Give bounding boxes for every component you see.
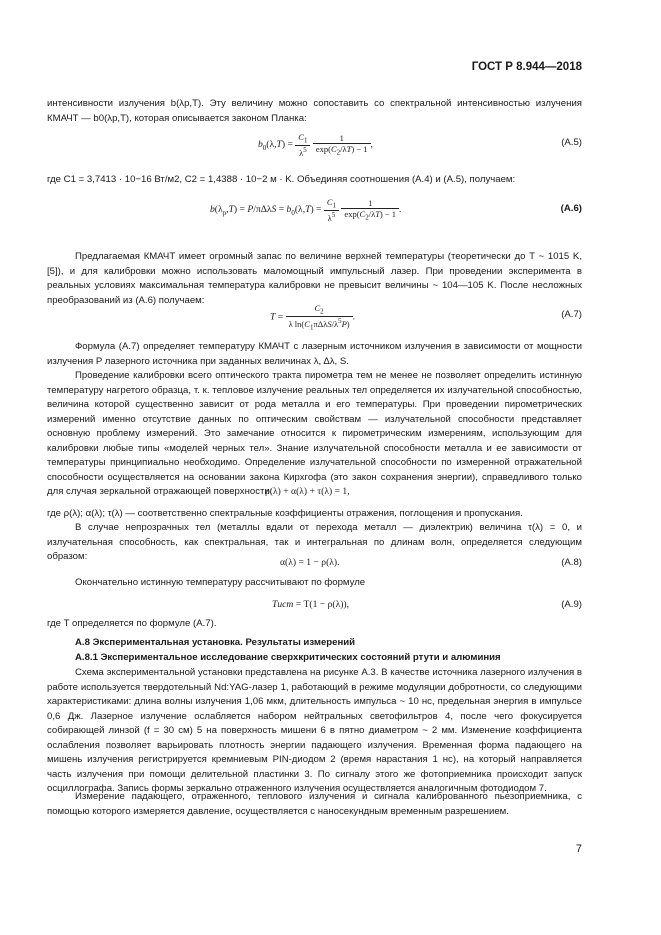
equation-a7: T = $\frac{C_2}{\lambda \ln(C_1\pi\Delta\lambda S/\lambda^5P)}$ . <box>270 303 356 332</box>
equation-a9-lhs: Tист <box>272 599 294 610</box>
document-id: ГОСТ Р 8.944—2018 <box>471 61 582 73</box>
paragraph-7: В случае непрозрачных тел (металлы вдали от перехода металл — диэлектрик) величина τ(λ) = 0, и излучательная способность, как спектральная, так и интегральная по длинам волн, определяется следующим образом: <box>47 522 582 562</box>
paragraph-11: Измерение падающего, отраженного, теплового излучения и сигнала калиброванного пьезоприемника, с помощью которого измеряется давление, осуществляется с наносекундным временным разрешением. <box>47 791 582 817</box>
paragraph-5: Проведение калибровки всего оптического тракта пирометра тем не менее не позволяет определить истинную температуру нагретого образца, т. к. тепловое излучение реальных тел определяется их излучательной способностью, величина которой существенно зависит от рода металла и его температуры. При проведении пирометрических измерений именно отсутствие данных по оптическим свойствам — излучательной способности представляет основную проблему измерений. Это замечание относится к пирометрическим измерениям, использующим для калибровки любые типы «моделей черных тел». Знание излучательной способности металла и ее зависимости от температуры принципиально необходимо. Определение излучательной способности по измеренной отражательной способности осуществляется на основании закона Кирхгофа (это закон сохранения энергии), справедливого только для случая зеркальной отражающей поверхности: <box>47 370 582 497</box>
paragraph-10: Схема экспериментальной установки представлена на рисунке A.3. В качестве источника лазерного излучения в работе используется твердотельный Nd:YAG-лазер 1, работающий в режиме модуляции добротности, со следующими характеристиками: длина волны излучения 1,06 мкм, длительность импульса ~ 10 нс, предельная энергия в импульсе 0,6 Дж. Лазерное излучение ослабляется набором нейтральных светофильтров 4, после чего фокусируется собирающей линзой (f = 30 см) 5 на поверхность мишени 6 в пятно диаметром ~ 2 мм. Изменение коэффициента ослабления позволяет варьировать плотность энергии падающего излучения. Временная форма падающего на мишень излучения регистрируется кремниевым PIN-диодом 2 (время нарастания 1 нс), на который направляется часть излучения при помощи делительной пластинки 3. По сигналу этого же фотоприемника происходит запуск осциллографа. Запись формы зеркально отраженного излучения осуществляется аналогичным фотодиодом 7. <box>47 667 582 794</box>
paragraph-9: где T определяется по формуле (A.7). <box>47 618 217 629</box>
paragraph-6: где ρ(λ); α(λ); τ(λ) — соответственно спектральные коэффициенты отражения, поглощения и пропускания. <box>47 508 523 519</box>
paragraph-4: Формула (A.7) определяет температуру КМАЧТ с лазерным источником излучения в зависимости от мощности излучения P лазерного источника при заданных величинах λ, Δλ, S. <box>47 341 582 367</box>
equation-a5-number: (A.5) <box>561 137 582 148</box>
equation-a8-number: (A.8) <box>561 557 582 568</box>
paragraph-2: где C1 = 3,7413 · 10−16 Вт/м2, C2 = 1,4388 · 10−2 м · K. Объединяя соотношения (A.4) и (A.5), получаем: <box>47 174 516 185</box>
equation-a6-number: (A.6) <box>560 203 582 214</box>
equation-a9-rhs: = T(1 − ρ(λ)), <box>295 599 350 610</box>
equation-a6: $b(\lambda_p,T) = P/\pi\Delta\lambda S = b_0(\lambda,T)$ = $\frac{C_1}{\lambda^5}$ $\frac{1}{\exp(C_2/\lambda T) - 1}$ . <box>210 197 402 223</box>
paragraph-1: интенсивности излучения b(λp,T). Эту величину можно сопоставить со спектральной интенсивностью излучения КМАЧТ — b0(λp,T), которая описывается законом Планка: <box>47 98 582 124</box>
page-number: 7 <box>575 843 582 855</box>
equation-a9 <box>272 599 349 610</box>
equation-a8: α(λ) = 1 − ρ(λ). <box>280 557 340 568</box>
equation-kirchhoff: ρ(λ) + α(λ) + τ(λ) = 1, <box>265 486 350 497</box>
paragraph-8: Окончательно истинную температуру рассчитывают по формуле <box>75 577 366 588</box>
paragraph-3: Предлагаемая КМАЧТ имеет огромный запас по величине верхней температуры (теоретически до T ~ 1015 K, [5]), и для калибровки можно использовать маломощный импульсный лазер. При проведении эксперимента в реальных условиях максимальная температура калибровки не превысит величины ~ 104—105 K. После несложных преобразований из (A.6) получаем: <box>47 251 582 306</box>
equation-a5: $b_0(\lambda,T)$ = $\frac{C_1}{\lambda^5}$ $\frac{1}{\exp(C_2/\lambda T) - 1}$ , <box>258 132 373 158</box>
section-heading-a8: A.8 Экспериментальная установка. Результаты измерений <box>75 637 356 648</box>
section-heading-a8-1: A.8.1 Экспериментальное исследование сверхкритических состояний ртути и алюминия <box>75 652 501 663</box>
equation-a9-number: (A.9) <box>561 599 582 610</box>
equation-a7-number: (A.7) <box>561 309 582 320</box>
